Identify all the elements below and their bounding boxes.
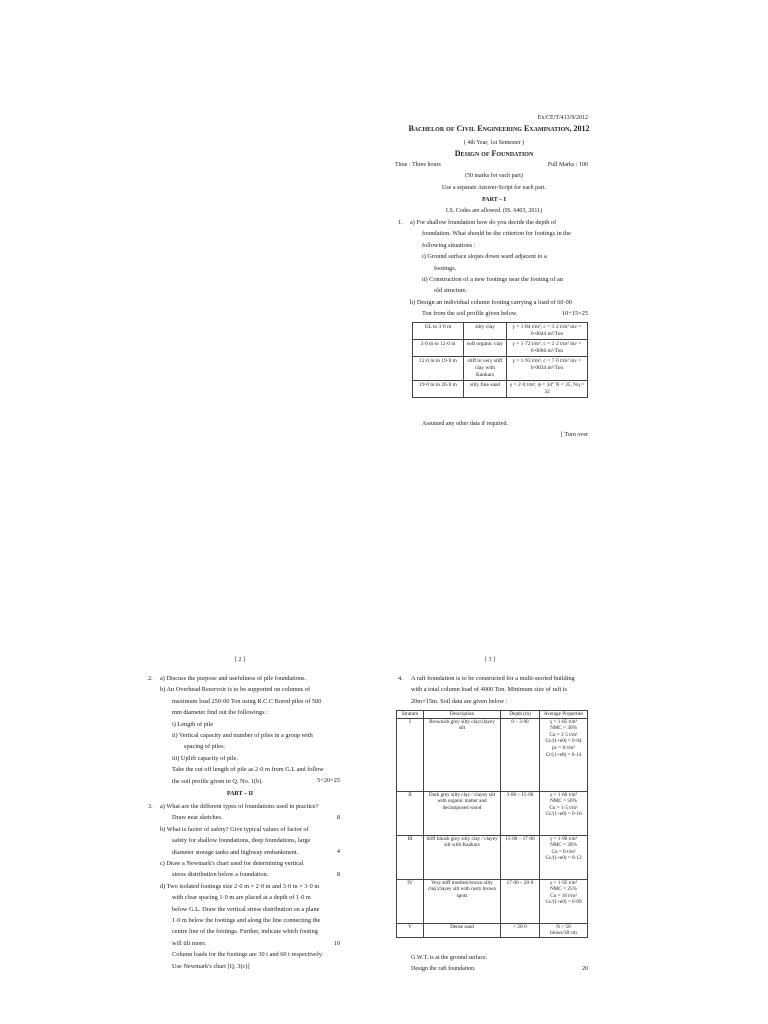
property: Cu = 1·5 t/m² xyxy=(549,804,578,811)
codes-note: I.S. Codes are allowed. (IS. 6403, 2011) xyxy=(445,208,543,214)
property: pc = 8 t/m² xyxy=(552,744,575,751)
property: γ = 1·90 t/m³ xyxy=(549,835,578,842)
column-header: Stratum xyxy=(397,711,424,719)
properties-cell xyxy=(540,718,588,791)
q1-line: foundation. What should be the criterion for footings in the xyxy=(422,230,571,238)
soil-depth-cell: 19·0 m to 26·0 m xyxy=(413,381,464,398)
table-row xyxy=(397,718,588,791)
q2-line: mm diameter find out the followings : xyxy=(172,709,268,717)
question-2 xyxy=(160,673,340,787)
design-note: Design the raft foundation. xyxy=(411,966,476,972)
property: Cr/(1+e0) = 0·14 xyxy=(545,751,582,758)
soil-props-cell: γ = 2·0 t/m³, ϕ = 34° N = 35, Nq = 32 xyxy=(507,381,588,398)
q4-marks: 20 xyxy=(582,966,588,972)
q1-line: i) Ground surface slopes down ward adjacent to a xyxy=(422,253,547,261)
depth-cell: 3·00 – 15·00 xyxy=(501,791,540,835)
property: γ = 1·85 t/m³ xyxy=(549,718,578,725)
table-header-row xyxy=(397,711,588,719)
part-1-label: PART – I xyxy=(482,197,506,203)
stratum-cell: III xyxy=(397,835,424,879)
soil-props-cell: γ = 1·72 t/m³, c = 2·2 t/m² mv = 0·0066 m²/Ton xyxy=(507,340,588,357)
q4-line: with a total column load of 4000 Ton. Minimum size of raft is xyxy=(411,686,567,694)
q3-line: diameter storage tanks and highway embankment. xyxy=(172,848,299,856)
property: Cu = 8 t/m² xyxy=(551,848,576,855)
soil-depth-cell: GL to 3·0 m xyxy=(413,323,464,340)
q3-line: Draw neat sketches. xyxy=(172,814,223,822)
q3-line: a) What are the different types of foundations used in practice? xyxy=(160,803,319,810)
turn-over: [ Turn over xyxy=(560,432,588,438)
soil-type-cell: silty clay xyxy=(464,323,507,340)
property: Cu = 3·5 t/m² xyxy=(549,731,578,738)
property: N > 50 xyxy=(556,923,571,930)
part-2-label: PART – II xyxy=(226,791,254,797)
description-cell: Brownish grey silty clay/clayey silt xyxy=(424,718,501,791)
table-row xyxy=(413,381,588,398)
description-cell: Very stiff mottled-brown silty clay/clayey silt with rusty brown spots xyxy=(424,879,501,923)
soil-type-cell: soft organic clay xyxy=(464,340,507,357)
exam-title: Bachelor of Civil Engineering Examination, 2012 xyxy=(408,124,590,133)
q2-marks: 5+20=25 xyxy=(317,777,340,784)
q2-line: spacing of piles. xyxy=(184,743,226,751)
assumed-note: Assumed any other data if required. xyxy=(422,421,508,427)
table-row xyxy=(413,357,588,381)
q1-line: ii) Construction of a new footings near the footing of an xyxy=(422,276,563,284)
properties-cell xyxy=(540,835,588,879)
soil-depth-cell: 12·0 m to 19·0 m xyxy=(413,357,464,381)
property: Cu = 10 t/m² xyxy=(550,892,577,899)
q3-line: Use Newmark's chart [Q. 3(c)] xyxy=(172,962,250,970)
time-label: Time : Three hours xyxy=(395,162,441,168)
soil-type-cell: silty fine sand xyxy=(464,381,507,398)
q3a-marks: 8 xyxy=(336,814,340,821)
property: NMC = 30% xyxy=(550,725,577,732)
soil-props-cell: γ = 1·84 t/m³, c = 3·2 t/m² mv = 0·0044 m²/Ton xyxy=(507,323,588,340)
stratum-cell: I xyxy=(397,718,424,791)
question-4 xyxy=(411,673,591,707)
property: NMC = 25% xyxy=(550,886,577,893)
q3-line: below G.L. Draw the vertical stress distribution on a plane xyxy=(172,905,320,913)
column-header: Depth (m) xyxy=(501,711,540,719)
page-number-2: [ 2 ] xyxy=(235,657,245,663)
full-marks: Full Marks : 100 xyxy=(547,162,588,168)
property: γ = 1·95 t/m³ xyxy=(549,879,578,886)
q2-line: the soil profile given in Q. No. 1(b). xyxy=(172,777,263,785)
q3-line: c) Draw a Newmark's chart used for determining vertical xyxy=(160,860,304,868)
q3b-marks: 4 xyxy=(336,848,340,855)
q1-line: a) For shallow foundation how do you decide the depth of xyxy=(410,219,557,226)
q2-line: ii) Vertical capacity and number of piles in a group with xyxy=(172,732,313,740)
q2-line: a) Discuss the purpose and usefulness of pile foundations. xyxy=(160,675,307,682)
property: Cc/(1+e0) = 0·04 xyxy=(545,738,582,745)
subject-title: Design of Foundation xyxy=(454,149,534,158)
description-cell: Dark grey silty clay / clayey silt with organic matter and decomposed wood xyxy=(424,791,501,835)
marks-note: (50 marks for each part) xyxy=(465,173,523,179)
soil-profile-table xyxy=(412,322,588,398)
q4-number: 4. xyxy=(398,675,403,682)
q3-line: will tilt more. xyxy=(172,939,207,947)
property: γ = 1·60 t/m³ xyxy=(549,791,578,798)
q2-number: 2. xyxy=(148,675,153,682)
depth-cell: 0 – 3·00 xyxy=(501,718,540,791)
q3d-marks: 10 xyxy=(333,940,340,947)
properties-cell xyxy=(540,879,588,923)
stratum-cell: II xyxy=(397,791,424,835)
soil-props-cell: γ = 1·93 t/m³, c = 7·0 t/m² mv = 0·0034 m²/Ton xyxy=(507,357,588,381)
property: Cc/(1+e0) = 0·12 xyxy=(545,855,582,862)
q4-line: A raft foundation is to be constructed for a multi-storied building xyxy=(411,675,575,682)
q2-line: Take the cut off length of pile as 2·0 m from G.L and follow xyxy=(172,766,324,774)
table-row xyxy=(397,835,588,879)
description-cell: Stiff bluish grey silty clay / clayey silt with Kankars xyxy=(424,835,501,879)
q1-line: b) Design an individual column footing carrying a load of 60·00 xyxy=(410,298,572,306)
q3-line: d) Two isolated footings size 2·0 m × 2·0 m and 3·0 m × 3·0 m xyxy=(160,882,320,890)
question-1 xyxy=(410,217,590,320)
depth-cell: > 20·0 xyxy=(501,923,540,937)
property: Cc/(1+e0) = 0·09 xyxy=(545,899,582,906)
property: NMC = 28% xyxy=(550,842,577,849)
soil-depth-cell: 3·0 m to 12·0 m xyxy=(413,340,464,357)
q1-line: footings. xyxy=(434,264,457,272)
q3-line: 1·0 m below the footings and along the line connecting the xyxy=(172,917,321,925)
script-note: Use a separate Answer-Script for each part. xyxy=(441,185,546,191)
q1-line: Ton from the soil profile given below. xyxy=(422,310,518,318)
table-row xyxy=(413,323,588,340)
q1-line: following situations : xyxy=(422,241,476,249)
table-row xyxy=(397,791,588,835)
properties-cell xyxy=(540,923,588,937)
raft-soil-table xyxy=(396,710,588,938)
q2-line: maximum load 250·00 Ton using R.C.C Bored piles of 500 xyxy=(172,697,322,705)
soil-type-cell: stiff to very stiff clay with Kankars xyxy=(464,357,507,381)
q1-marks: 10+15=25 xyxy=(562,310,588,317)
column-header: Description xyxy=(424,711,501,719)
q2-line: iii) Uplift capacity of pile. xyxy=(172,754,238,762)
q1-line: old structure. xyxy=(434,287,468,295)
exam-code: Ex/CE/T/413/9/2012 xyxy=(537,115,588,121)
table-row xyxy=(413,340,588,357)
stratum-cell: IV xyxy=(397,879,424,923)
q2-line: i) Length of pile xyxy=(172,720,214,728)
page-number-3: [ 3 ] xyxy=(485,657,495,663)
gwt-note: G.W.T. is at the ground surface. xyxy=(411,955,488,961)
property: Cc/(1+e0) = 0·16 xyxy=(545,811,582,818)
q2-line: b) An Overhead Reservoir is to be supported on columns of xyxy=(160,686,311,694)
q3-line: stress distribution below a foundation. xyxy=(172,871,269,879)
q3-line: Column loads for the footings are 30 t and 60 t respectively. xyxy=(172,951,324,959)
column-header: Average Properties xyxy=(540,711,588,719)
property: blows/30 cm xyxy=(550,930,577,937)
q3-line: b) What is factor of safety? Give typical values of factor of xyxy=(160,825,309,833)
depth-cell: 17·00 – 20·0 xyxy=(501,879,540,923)
q3-number: 3. xyxy=(148,803,153,810)
depth-cell: 15·00 – 17·00 xyxy=(501,835,540,879)
table-row xyxy=(397,879,588,923)
semester: ( 4th Year, 1st Semester ) xyxy=(463,140,525,146)
stratum-cell: V xyxy=(397,923,424,937)
q3-line: with clear spacing 1·0 m are placed at a depth of 1·0 m xyxy=(172,894,311,902)
table-row xyxy=(397,923,588,937)
properties-cell xyxy=(540,791,588,835)
q3-line: centre line of the footings. Further, indicate which footing xyxy=(172,928,318,936)
q1-number: 1. xyxy=(398,219,403,226)
property: NMC = 50% xyxy=(550,798,577,805)
description-cell: Dense sand xyxy=(424,923,501,937)
q3-line: safety for shallow foundations, deep foundations, large xyxy=(172,837,311,845)
q4-line: 20m×15m. Soil data are given below : xyxy=(411,697,508,705)
q3c-marks: 8 xyxy=(336,871,340,878)
